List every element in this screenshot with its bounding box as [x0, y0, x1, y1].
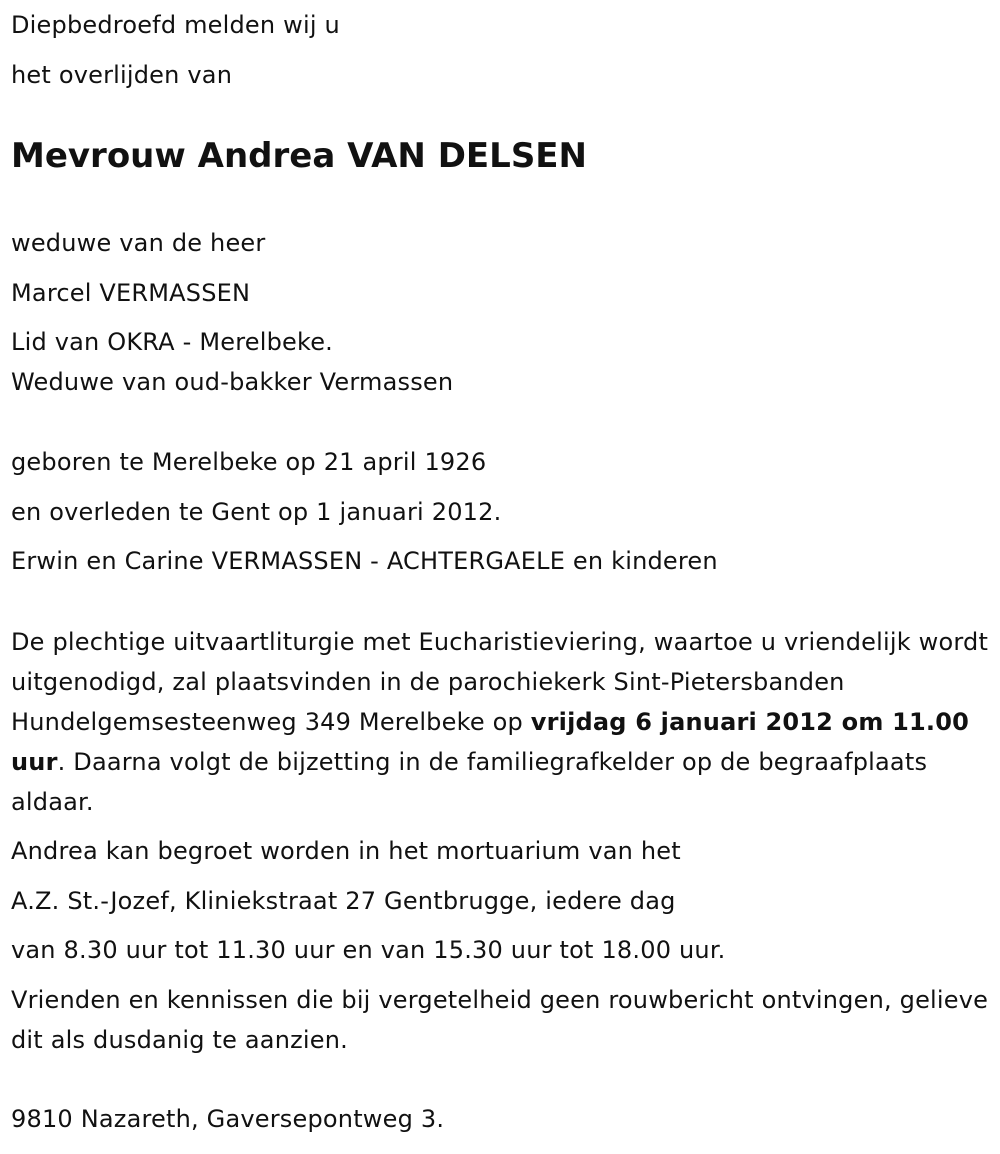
visit-line-3: van 8.30 uur tot 11.30 uur en van 15.30 uur tot 18.00 uur. — [11, 936, 726, 964]
visit-line-2: A.Z. St.-Jozef, Kliniekstraat 27 Gentbrugge, iedere dag — [11, 887, 676, 915]
died-line: en overleden te Gent op 1 januari 2012. — [11, 498, 502, 526]
funeral-text-before: De plechtige uitvaartliturgie met Eucharistieviering, waartoe u vriendelijk wordt uitgenodigd, zal plaatsvinden in de parochiekerk Sint-Pietersbanden Hundelgemsesteenweg 349 Merelbeke op — [11, 628, 989, 736]
deceased-name: Mevrouw Andrea VAN DELSEN — [11, 136, 587, 176]
funeral-paragraph — [11, 622, 991, 822]
friends-paragraph: Vrienden en kennissen die bij vergetelheid geen rouwbericht ontvingen, gelieve dit als dusdanig te aanzien. — [11, 986, 989, 1054]
intro-line-1: Diepbedroefd melden wij u — [11, 11, 340, 39]
membership-line: Lid van OKRA - Merelbeke. — [11, 328, 334, 356]
family-line: Erwin en Carine VERMASSEN - ACHTERGAELE en kinderen — [11, 547, 718, 575]
born-line: geboren te Merelbeke op 21 april 1926 — [11, 448, 487, 476]
visit-line-1: Andrea kan begroet worden in het mortuarium van het — [11, 837, 681, 865]
funeral-datetime: vrijdag 6 januari 2012 om 11.00 uur — [11, 708, 970, 776]
spouse-name: Marcel VERMASSEN — [11, 279, 251, 307]
address-line: 9810 Nazareth, Gaversepontweg 3. — [11, 1105, 445, 1133]
funeral-text-after: . Daarna volgt de bijzetting in de familiegrafkelder op de begraafplaats aldaar. — [11, 748, 928, 816]
widow-baker-line: Weduwe van oud-bakker Vermassen — [11, 368, 454, 396]
widow-line: weduwe van de heer — [11, 229, 266, 257]
intro-line-2: het overlijden van — [11, 61, 233, 89]
